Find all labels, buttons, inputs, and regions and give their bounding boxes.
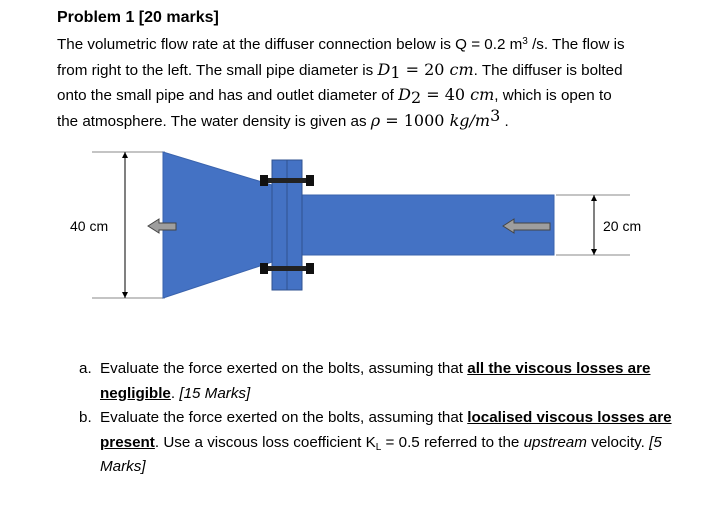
problem-title: Problem 1 [20 marks] [57,9,219,26]
bolt-nut [260,175,268,186]
label-20cm: 20 cm [603,218,642,234]
question-a: a. Evaluate the force exerted on the bolts, assuming that all the viscous losses are negligible. [15 Marks] [79,360,651,402]
question-b: b. Evaluate the force exerted on the bolts, assuming that localised viscous losses are present. Use a viscous loss coefficient $K_L = 0.5$ referred to the upstream velocity. [5 Marks] [79,409,672,475]
label-40cm: 40 cm [70,218,109,234]
question-list [79,357,679,480]
problem-statement: The volumetric flow rate at the diffuser connection below is Q = 0.2 $m^3$ /s. The flow is from right to the left. The small pipe diameter is $D_1 = 20$ cm. The diffuser is bolted onto the small pipe and has and outlet diameter of $D_2 = 40$ cm, which is open to the atmosphere. The water density is given as ρ = 1000 $kg/m^3$ . [57,36,625,130]
bolt-nut [260,263,268,274]
diffuser-cone [163,152,272,298]
bolt-shank [268,178,310,183]
bolt-nut [306,175,314,186]
bolt-nut [306,263,314,274]
bolt-shank [268,266,310,271]
